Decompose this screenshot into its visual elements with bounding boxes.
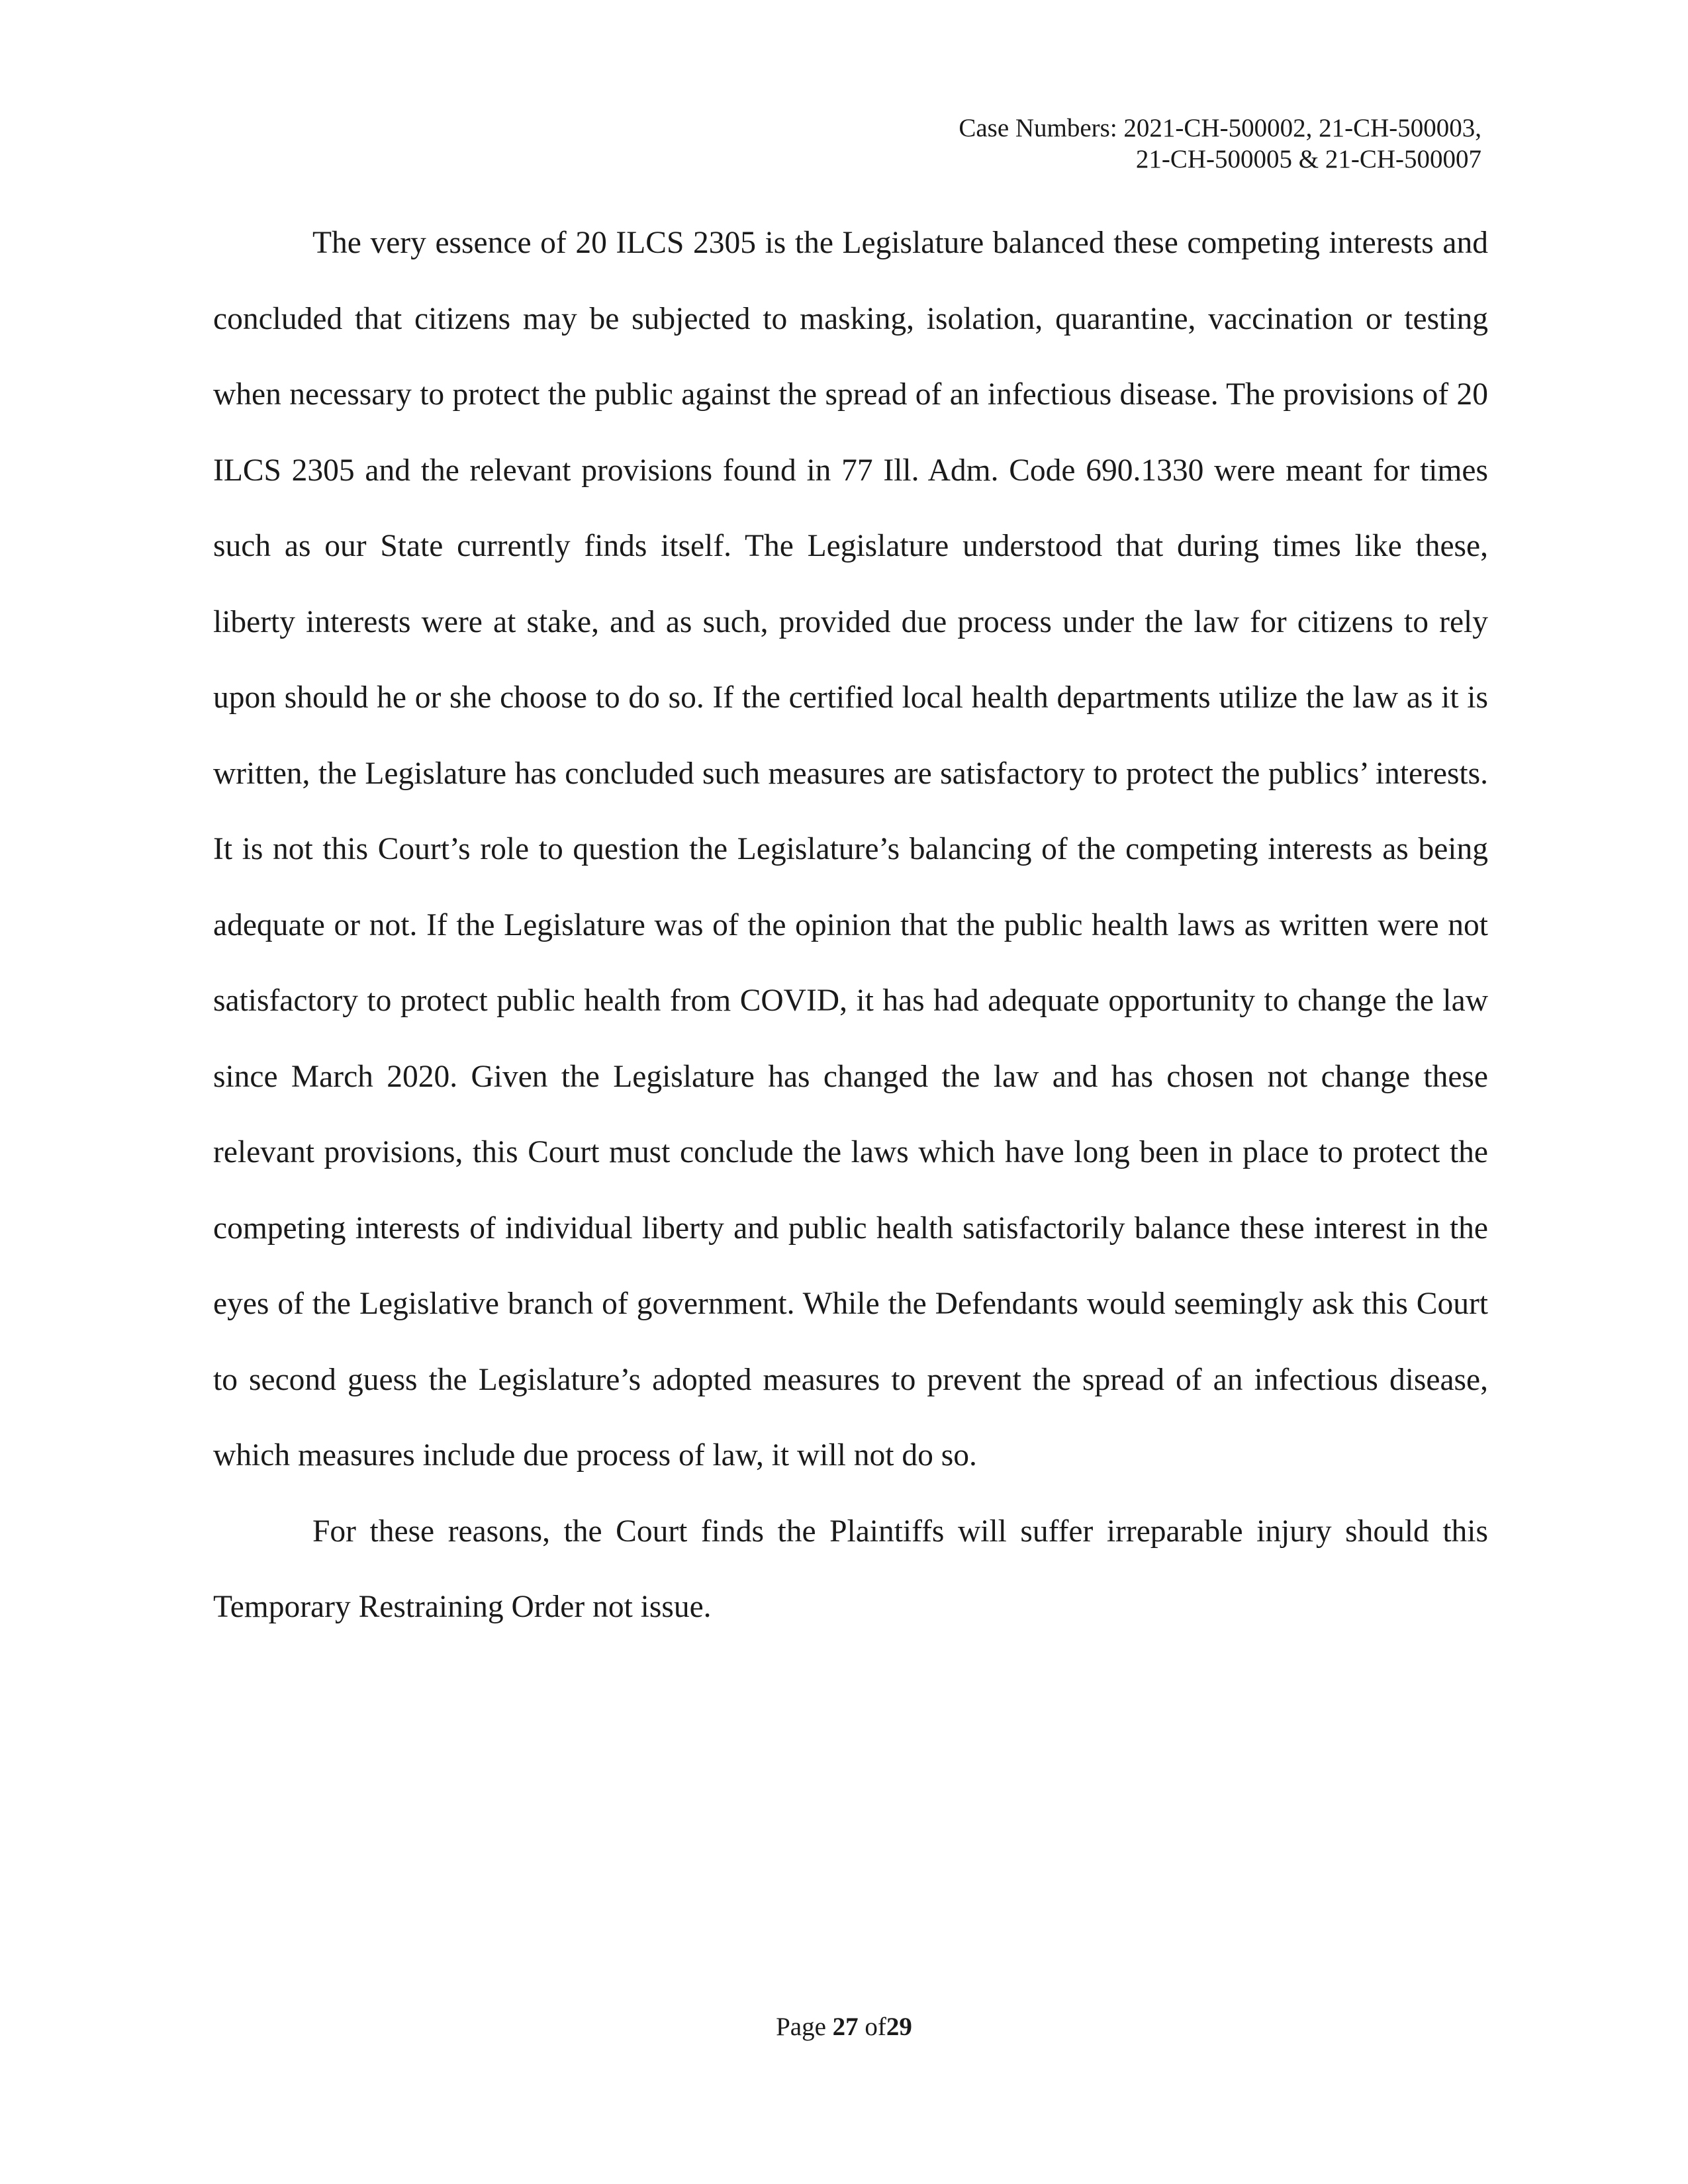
page-of-label: of bbox=[865, 2013, 886, 2041]
page-number-footer bbox=[0, 2012, 1688, 2042]
body-paragraph: The very essence of 20 ILCS 2305 is the Legislature balanced these competing interests and concluded that citizens may be subjected to masking, isolation, quarantine, vaccination or testing when necessary to protect the public against the spread of an infectious disease. The provisions of 20 ILCS 2305 and the relevant provisions found in 77 Ill. Adm. Code 690.1330 were meant for times such as our State currently finds itself. The Legislature understood that during times like these, liberty interests were at stake, and as such, provided due process under the law for citizens to rely upon should he or she choose to do so. If the certified local health departments utilize the law as it is written, the Legislature has concluded such measures are satisfactory to protect the publics’ interests. It is not this Court’s role to question the Legislature’s balancing of the competing interests as being adequate or not. If the Legislature was of the opinion that the public health laws as written were not satisfactory to protect public health from COVID, it has had adequate opportunity to change the law since March 2020. Given the Legislature has changed the law and has chosen not change these relevant provisions, this Court must conclude the laws which have long been in place to protect the competing interests of individual liberty and public health satisfactorily balance these interest in the eyes of the Legislative branch of government. While the Defendants would seemingly ask this Court to second guess the Legislature’s adopted measures to prevent the spread of an infectious disease, which measures include due process of law, it will not do so. bbox=[213, 226, 1488, 1473]
current-page-number: 27 bbox=[832, 2013, 859, 2041]
case-numbers-header bbox=[959, 113, 1481, 175]
body-paragraph: For these reasons, the Court finds the Plaintiffs will suffer irreparable injury should this Temporary Restraining Order not issue. bbox=[213, 1514, 1488, 1624]
page-label: Page bbox=[776, 2013, 826, 2041]
total-pages-number: 29 bbox=[886, 2013, 912, 2041]
document-body bbox=[213, 205, 1488, 1645]
case-numbers-line-1: Case Numbers: 2021-CH-500002, 21-CH-500003, bbox=[959, 114, 1481, 142]
case-numbers-line-2: 21-CH-500005 & 21-CH-500007 bbox=[1135, 145, 1481, 173]
